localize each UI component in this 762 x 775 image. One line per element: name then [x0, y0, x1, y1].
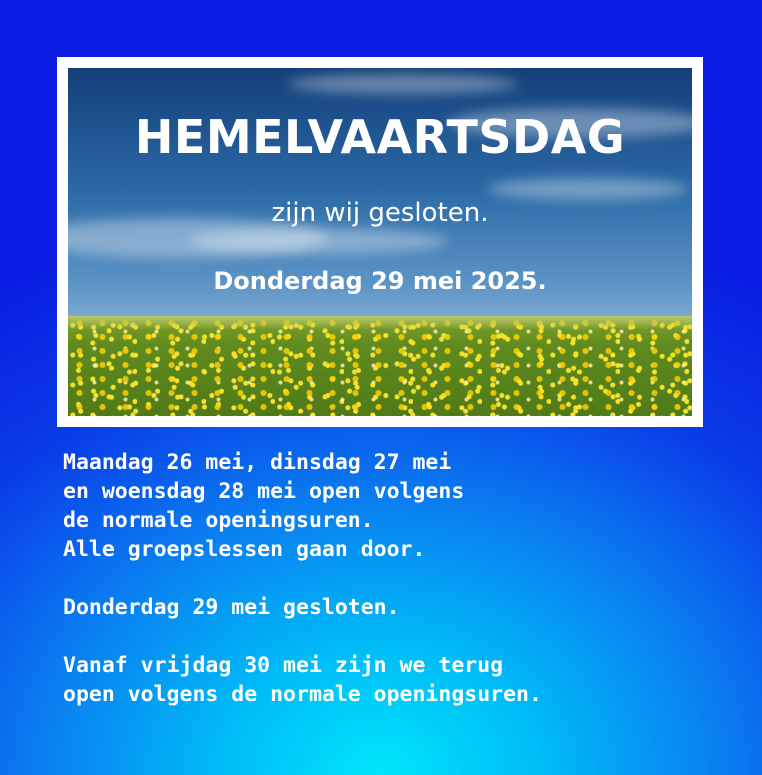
notice-line: de normale openingsuren.: [63, 508, 374, 533]
cloud-shape: [188, 228, 448, 254]
notice-line: en woensdag 28 mei open volgens: [63, 479, 465, 504]
notice-line: open volgens de normale openingsuren.: [63, 682, 542, 707]
notice-line: Alle groepslessen gaan door.: [63, 537, 426, 562]
cloud-shape: [488, 178, 688, 200]
notice-text: [63, 448, 743, 709]
banner-subtitle: zijn wij gesloten.: [271, 198, 489, 228]
notice-line: Maandag 26 mei, dinsdag 27 mei: [63, 450, 452, 475]
banner-photo-frame: [57, 57, 703, 427]
banner-title: HEMELVAARTSDAG: [134, 110, 626, 164]
cloud-shape: [288, 74, 518, 94]
banner-date: Donderdag 29 mei 2025.: [213, 267, 547, 295]
banner-photo: [68, 68, 692, 416]
flower-meadow: [68, 316, 692, 416]
notice-closed-line: Donderdag 29 mei gesloten.: [63, 595, 400, 620]
notice-line: Vanaf vrijdag 30 mei zijn we terug: [63, 653, 504, 678]
